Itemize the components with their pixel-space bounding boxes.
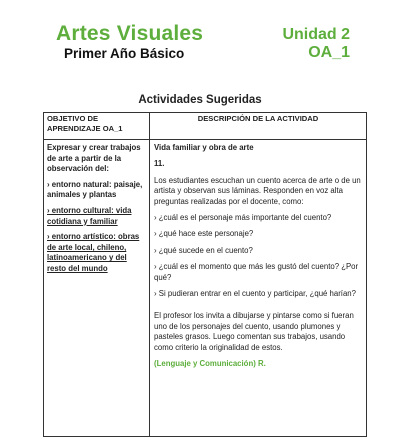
unit-label: Unidad 2	[282, 26, 350, 43]
objective-column-header: OBJETIVO DE APRENDIZAJE OA_1	[44, 113, 150, 140]
activity-intro: Los estudiantes escuchan un cuento acerca de arte o de un artista y observan sus láminas. Responden en voz alta preguntas realizadas por el docente, como:	[154, 175, 361, 206]
objective-item-cultural: › entorno cultural: vida cotidiana y familiar	[47, 205, 132, 226]
activity-question: › Si pudieran entrar en el cuento y participar, ¿qué harían?	[154, 289, 356, 299]
section-title: Actividades Sugeridas	[138, 94, 262, 106]
activity-question: › ¿qué hace este personaje?	[154, 229, 254, 239]
page-subtitle: Primer Año Básico	[64, 46, 185, 61]
activity-column-header: DESCRIPCIÓN DE LA ACTIVIDAD	[150, 113, 367, 140]
activity-question: › ¿qué sucede en el cuento?	[154, 245, 253, 255]
activity-cell	[150, 140, 367, 437]
objective-intro: Expresar y crear trabajos de arte a partir de la observación del:	[47, 143, 141, 174]
objective-item-artistic: › entorno artístico: obras de arte local, chileno, latinoamericano y del resto del mundo	[47, 232, 140, 273]
table-row	[44, 140, 367, 437]
activity-closing: El profesor los invita a dibujarse y pintarse como si fueran uno de los personajes del cuento, usando plumones y pasteles grasos. Luego comentan sus trabajos, usando como criterio la originalidad de estos.	[154, 311, 354, 352]
activity-number: 11.	[154, 159, 165, 169]
activity-subject-link: (Lenguaje y Comunicación) R.	[154, 359, 266, 369]
table-header-row	[44, 113, 367, 140]
page-title: Artes Visuales	[56, 22, 204, 45]
oa-label: OA_1	[308, 44, 350, 61]
objective-cell	[44, 140, 150, 437]
activity-heading: Vida familiar y obra de arte	[154, 143, 254, 152]
activity-question: › ¿cuál es el momento que más les gustó del cuento? ¿Por qué?	[154, 262, 359, 282]
objective-item-natural: › entorno natural: paisaje, animales y plantas	[47, 179, 143, 200]
activities-table	[43, 112, 367, 437]
activity-question: › ¿cuál es el personaje más importante del cuento?	[154, 213, 332, 223]
